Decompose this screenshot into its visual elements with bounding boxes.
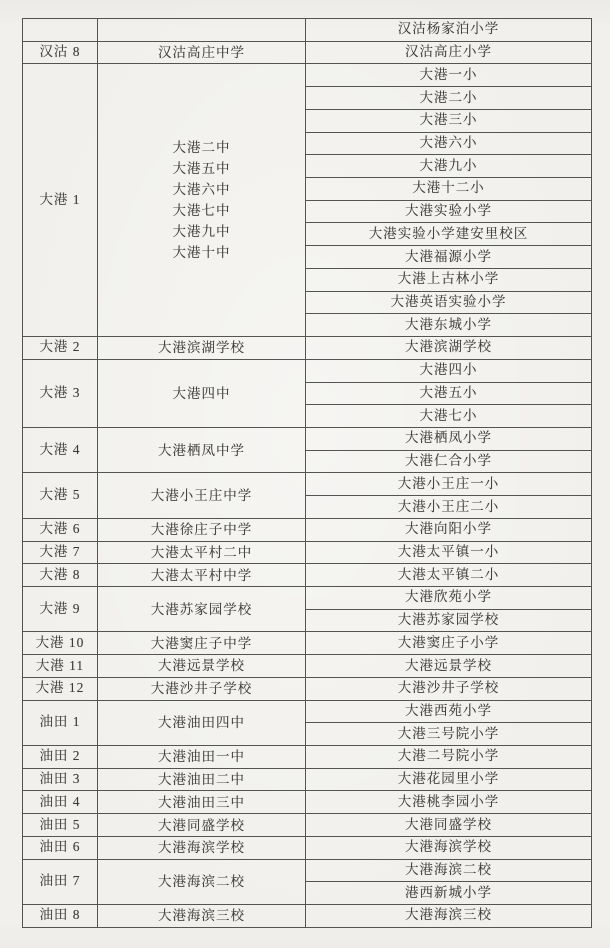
district-cell: 大港 9 xyxy=(23,586,98,631)
primary-school-cell: 大港小王庄一小 xyxy=(306,473,592,496)
middle-school-cell xyxy=(98,677,306,700)
primary-school-cell: 港西新城小学 xyxy=(306,882,592,905)
district-cell xyxy=(23,19,98,42)
middle-school-name: 大港五中 xyxy=(172,161,231,177)
middle-school-name: 大港太平村中学 xyxy=(150,567,253,583)
primary-school-cell: 大港三小 xyxy=(306,109,592,132)
primary-school-cell: 大港远景学校 xyxy=(306,655,592,678)
middle-school-name: 大港油田二中 xyxy=(158,772,245,788)
primary-school-cell: 大港九小 xyxy=(306,155,592,178)
table-row xyxy=(23,337,592,360)
table-row xyxy=(23,473,592,496)
primary-school-cell: 大港七小 xyxy=(306,405,592,428)
primary-school-cell: 大港四小 xyxy=(306,359,592,382)
primary-school-cell: 大港太平镇二小 xyxy=(306,564,592,587)
district-cell: 油田 4 xyxy=(23,791,98,814)
middle-school-name: 大港十中 xyxy=(172,245,231,261)
district-cell: 大港 2 xyxy=(23,337,98,360)
district-cell: 大港 1 xyxy=(23,64,98,337)
middle-school-cell xyxy=(98,337,306,360)
primary-school-cell: 汉沽杨家泊小学 xyxy=(306,19,592,42)
table-row xyxy=(23,791,592,814)
middle-school-cell xyxy=(98,473,306,518)
district-cell: 油田 7 xyxy=(23,859,98,904)
middle-school-cell xyxy=(98,768,306,791)
middle-school-cell xyxy=(98,814,306,837)
middle-school-name: 大港太平村二中 xyxy=(150,544,253,560)
primary-school-cell: 大港窦庄子小学 xyxy=(306,632,592,655)
middle-school-cell xyxy=(98,905,306,928)
primary-school-cell: 大港小王庄二小 xyxy=(306,496,592,519)
middle-school-cell xyxy=(98,359,306,427)
primary-school-cell: 大港五小 xyxy=(306,382,592,405)
district-cell: 大港 4 xyxy=(23,427,98,472)
table-row xyxy=(23,836,592,859)
primary-school-cell: 大港海滨学校 xyxy=(306,836,592,859)
primary-school-cell: 大港同盛学校 xyxy=(306,814,592,837)
table-row xyxy=(23,700,592,723)
district-cell: 大港 12 xyxy=(23,677,98,700)
middle-school-name: 大港海滨二校 xyxy=(158,874,245,890)
middle-school-cell xyxy=(98,41,306,64)
primary-school-cell: 大港六小 xyxy=(306,132,592,155)
middle-school-cell xyxy=(98,564,306,587)
middle-school-name: 大港油田三中 xyxy=(158,794,245,810)
middle-school-name: 大港油田四中 xyxy=(158,715,245,731)
middle-school-cell xyxy=(98,586,306,631)
middle-school-name: 大港海滨三校 xyxy=(158,908,245,924)
table-row xyxy=(23,586,592,609)
middle-school-name: 大港沙井子学校 xyxy=(150,681,253,697)
primary-school-cell: 大港沙井子学校 xyxy=(306,677,592,700)
primary-school-cell: 大港三号院小学 xyxy=(306,723,592,746)
table-row xyxy=(23,746,592,769)
primary-school-cell: 大港太平镇一小 xyxy=(306,541,592,564)
primary-school-cell: 大港实验小学 xyxy=(306,200,592,223)
table-row xyxy=(23,359,592,382)
district-cell: 大港 3 xyxy=(23,359,98,427)
primary-school-cell: 大港西苑小学 xyxy=(306,700,592,723)
middle-school-cell xyxy=(98,700,306,745)
middle-school-name: 汉沽高庄中学 xyxy=(158,45,245,61)
middle-school-cell xyxy=(98,541,306,564)
table-row xyxy=(23,768,592,791)
primary-school-cell: 大港二小 xyxy=(306,87,592,110)
primary-school-cell: 大港滨湖学校 xyxy=(306,337,592,360)
district-cell: 大港 11 xyxy=(23,655,98,678)
primary-school-cell: 大港苏家园学校 xyxy=(306,609,592,632)
middle-school-cell xyxy=(98,859,306,904)
middle-school-cell xyxy=(98,655,306,678)
primary-school-cell: 大港英语实验小学 xyxy=(306,291,592,314)
district-cell: 大港 10 xyxy=(23,632,98,655)
primary-school-cell: 大港桃李园小学 xyxy=(306,791,592,814)
school-pairing-table xyxy=(22,18,592,928)
table-row xyxy=(23,814,592,837)
middle-school-cell xyxy=(98,64,306,337)
primary-school-cell: 大港仁合小学 xyxy=(306,450,592,473)
school-pairing-table-body xyxy=(23,19,592,928)
primary-school-cell: 大港东城小学 xyxy=(306,314,592,337)
district-cell: 油田 1 xyxy=(23,700,98,745)
table-row xyxy=(23,677,592,700)
district-cell: 油田 5 xyxy=(23,814,98,837)
middle-school-name: 大港同盛学校 xyxy=(158,817,245,833)
primary-school-cell: 大港十二小 xyxy=(306,178,592,201)
middle-school-name: 大港九中 xyxy=(172,224,231,240)
middle-school-name: 大港七中 xyxy=(172,203,231,219)
district-cell: 油田 6 xyxy=(23,836,98,859)
middle-school-name: 大港远景学校 xyxy=(158,658,245,674)
table-row xyxy=(23,655,592,678)
primary-school-cell: 大港海滨二校 xyxy=(306,859,592,882)
primary-school-cell: 大港欣苑小学 xyxy=(306,586,592,609)
primary-school-cell: 汉沽高庄小学 xyxy=(306,41,592,64)
table-row xyxy=(23,19,592,42)
middle-school-name: 大港滨湖学校 xyxy=(158,340,245,356)
table-row xyxy=(23,427,592,450)
middle-school-cell xyxy=(98,836,306,859)
table-row xyxy=(23,64,592,87)
primary-school-cell: 大港海滨三校 xyxy=(306,905,592,928)
district-cell: 大港 6 xyxy=(23,518,98,541)
middle-school-cell xyxy=(98,746,306,769)
district-cell: 油田 8 xyxy=(23,905,98,928)
middle-school-cell xyxy=(98,791,306,814)
table-row xyxy=(23,518,592,541)
middle-school-name: 大港窦庄子中学 xyxy=(150,635,253,651)
primary-school-cell: 大港栖凤小学 xyxy=(306,427,592,450)
middle-school-name: 大港苏家园学校 xyxy=(150,601,253,617)
district-cell: 大港 8 xyxy=(23,564,98,587)
primary-school-cell: 大港上古林小学 xyxy=(306,268,592,291)
district-cell: 大港 5 xyxy=(23,473,98,518)
table-row xyxy=(23,41,592,64)
middle-school-name: 大港徐庄子中学 xyxy=(150,522,253,538)
middle-school-name: 大港二中 xyxy=(172,140,231,156)
primary-school-cell: 大港花园里小学 xyxy=(306,768,592,791)
district-cell: 油田 3 xyxy=(23,768,98,791)
middle-school-name: 大港海滨学校 xyxy=(158,840,245,856)
table-row xyxy=(23,859,592,882)
middle-school-name: 大港小王庄中学 xyxy=(150,488,253,504)
district-cell: 油田 2 xyxy=(23,746,98,769)
primary-school-cell: 大港实验小学建安里校区 xyxy=(306,223,592,246)
table-row xyxy=(23,564,592,587)
middle-school-cell xyxy=(98,632,306,655)
table-row xyxy=(23,541,592,564)
primary-school-cell: 大港福源小学 xyxy=(306,246,592,269)
district-cell: 大港 7 xyxy=(23,541,98,564)
middle-school-name: 大港栖凤中学 xyxy=(158,442,245,458)
middle-school-cell xyxy=(98,518,306,541)
primary-school-cell: 大港一小 xyxy=(306,64,592,87)
middle-school-name: 大港六中 xyxy=(172,182,231,198)
table-row xyxy=(23,632,592,655)
primary-school-cell: 大港二号院小学 xyxy=(306,746,592,769)
table-row xyxy=(23,905,592,928)
middle-school-cell xyxy=(98,19,306,42)
middle-school-name: 大港油田一中 xyxy=(158,749,245,765)
middle-school-cell xyxy=(98,427,306,472)
middle-school-name: 大港四中 xyxy=(172,385,231,401)
district-cell: 汉沽 8 xyxy=(23,41,98,64)
primary-school-cell: 大港向阳小学 xyxy=(306,518,592,541)
